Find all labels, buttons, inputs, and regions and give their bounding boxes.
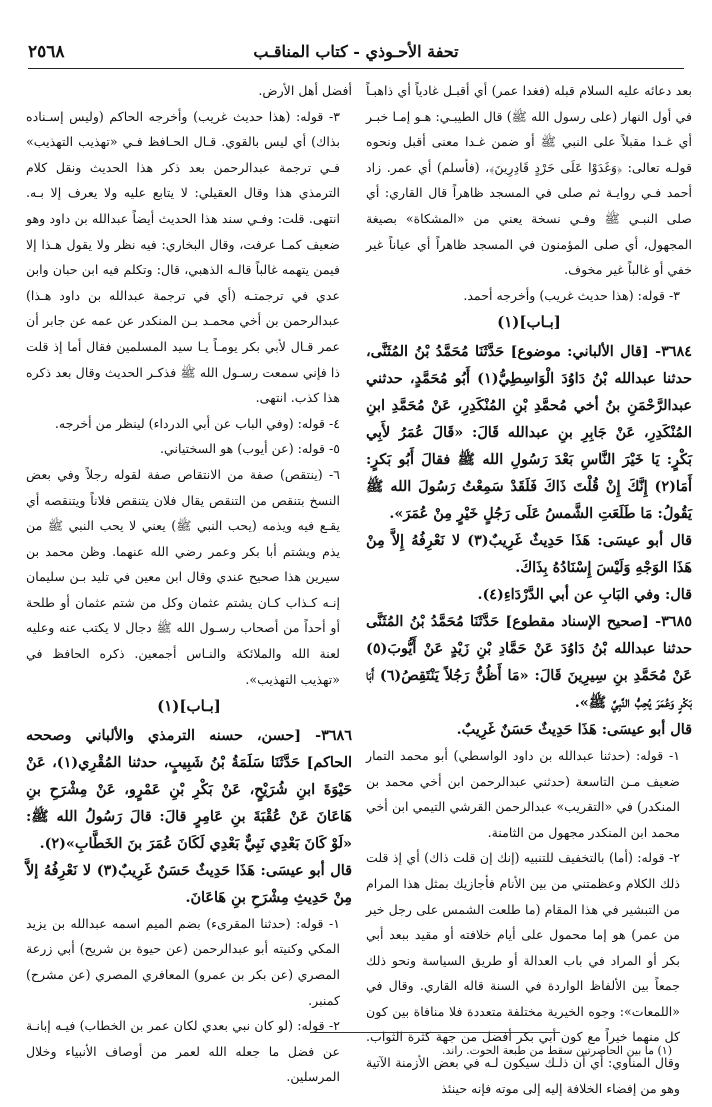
commentary-paragraph: ٦- (ينتقص) صفة من الانتقاص صفة لقوله رجلاً وفي بعض النسخ بتنقص من التنقص يقال فلان يتنقص فلاناً ويتنقصه أي يقـع فيه ويذمه (يحب النبي ﷺ) يعني لا يحب النبي ﷺ من يذم ويشتم أبا بكر وعمر رضي الله عنهما. وظن محمد بن سيرين هذا صحيح عندي وقال ابن معين في تليد بـن سليمان إنـه كـذاب كـان يشتم عثمان وكل من شتم عثمان أو طلحة أو أحداً من أصحاب رسـول الله ﷺ دجال لا يكتب عنه وعليه لعنة الله والملائكة والنـاس أجمعين. ذكره الحافظ في «تهذيب التهذيب». — [26, 466, 340, 687]
page-header — [28, 40, 684, 72]
commentary-paragraph: أفضل أهل الأرض. — [258, 83, 352, 98]
hadith-text: قال أبو عيسَى: هَذَا حَدِيثٌ غَرِيبٌ(٣) لا نَعْرِفُهُ إِلاَّ مِنْ هَذَا الوَجْهِ وَلَيْسَ إِسْنَادُهُ بِذَاكَ. — [366, 531, 692, 576]
left-column — [26, 78, 352, 1090]
header-rule — [28, 68, 684, 69]
hadith-text: قال أبو عيسَى: هَذَا حَدِيثٌ حَسَنٌ غَرِيبٌ. — [456, 720, 692, 738]
commentary-paragraph: ٣- قوله: (هذا حديث غريب) وأخرجه الحاكم (وليس إسـناده بذاك) أي ليس بالقوي. قـال الحـافظ فـي «تهذيب التهذيب» فـي ترجمة عبدالرحمن بعد ذكر هذا الحديث ونقل كلام الترمذي هذا وقال العقيلي: لا يتابع عليه ولا يعرف إلا بـه. انتهى. قلت: وفـي سند هذا الحديث أيضاً عبدالله بن داود وهو ضعيف كمـا عرفت، وقال البخاري: فيه نظر ولا يقول هـذا إلا فيمن يتهمه غالباً قالـه الذهبي، قال: وتكلم فيه ابن حبان وابن عدي في ترجمتـه (أي في ترجمة عبدالله بن داود هـذا) عبدالرحمن بن أخي محمـد بـن المنكدر عن عمه عن جابر أن عمر قـال لأبي بكر يومـاً يـا سيد المسلمين فقال أما إذ قلت ذا فإني سمعت رسـول الله ﷺ فذكـر الحديث وقال بعد ذكره هذا كذب. انتهى. — [26, 108, 340, 406]
commentary-paragraph: بعد دعائه عليه السلام قبله (فغدا عمر) أي أقبـل غادياً أي ذاهبـاً في أول النهار (على رسول الله ﷺ) قال الطيبـي: هـو إمـا خبـر أي غـدا مقبلاً على النبي ﷺ أو ضمن غـدا معنى أقبل ونحوه قولـه تعالى: ﴿وَغَدَوْا عَلَى حَرْدٍ قَادِرِينَ﴾، (فأسلم) أي عمر. زاد أحمد فـي روايـة ثم صلى في المسجد ظاهراً قال القاري: أي صلى النبـي ﷺ وفـي نسخة يعني من «المشكاة» بصيغة المجهول، أي صلى المؤمنون في المسجد ظاهراً أي عياناً غير خفي أو غالباً غير مخوف. — [366, 83, 692, 278]
hadith-text: ٣٦٨٤- [قال الألباني: موضوع] حَدَّثَنَا مُحَمَّدُ بْنُ المُثَنَّى، حدثنا عبدالله بْنُ دَاوُدَ الْوَاسِطِيُّ(١) أَبُو مُحَمَّدٍ، حدثني عبدالرَّحْمَنِ بنُ أخي مُحمَّدِ بْنِ المُنْكَدِرِ، عَنْ مُحَمَّدِ ابنِ المُنْكَدِرِ، عَنْ جَابِرِ بنِ عبدالله قَالَ: «قَالَ عُمَرُ لأَبِي بَكْرٍ: يَا خَيْرَ النَّاسِ بَعْدَ رَسُولِ الله ﷺ فقالَ أَبُو بَكرٍ: أَمَا(٢) إِنَّكَ إِنْ قُلْتَ ذَاكَ فَلَقَدْ سَمِعْتُ رَسُولَ الله ﷺ يَقُولُ: مَا طَلَعَتِ الشَّمسُ عَلَى رَجُلٍ خَيْرٍ مِنْ عُمَرَ». — [366, 342, 692, 522]
hadith-text: قال: وفي البَابِ عن أبي الدَّرْدَاءِ(٤). — [477, 585, 692, 603]
commentary-paragraph: ١- قوله: (حدثنا المقرىء) بضم الميم اسمه عبدالله بن يزيد المكي وكنيته أبو عبدالرحمن (عن حيوة بن شريح) أبي زرعة المصري (عن بكر بن عمرو) المعافري المصري (عن مشرح) كمنبر. — [26, 915, 340, 1008]
footnote-rule — [310, 1032, 560, 1033]
hadith-text: ٣٦٨٦- [حسن، حسنه الترمذي والألباني وصححه الحاكم] حَدَّثَنَا سَلَمَةُ بْنُ شَبِيبٍ، حدثنا المُقْرِي(١)، عَنْ حَيْوَةَ ابنِ شُرَيْحٍ، عَنْ بَكْرِ بْنِ عَمْرٍو، عَنْ مِشْرَحِ بنِ هَاعَانَ عَنْ عُقْبَةَ بنِ عَامِرٍ قالَ: قالَ رَسُولُ الله ﷺ: «لَوْ كَانَ بَعْدِي نَبِيٌّ بَعْدِي لَكَانَ عُمَرَ بنَ الخَطَّابِ»(٢). — [26, 726, 352, 852]
commentary-paragraph: ٤- قوله: (وفي الباب عن أبي الدرداء) لينظر من أخرجه. — [54, 415, 340, 431]
right-column — [366, 78, 692, 1101]
commentary-paragraph: ٢- قوله: (أما) بالتخفيف للتنبيه (إنك إن قلت ذاك) أي إذ قلت ذلك الكلام وعظمتني من بين الأنام فأجازيك بمثل هذا المرام من التبشير في هذا المقام (ما طلعت الشمس على رجل خير من عمر) هو إما محمول على أيام خلافته أو مقيد ببعد أبي بكر أو المراد في باب العدالة أو طريق السياسة ونحو ذلك جمعاً بين الألفاظ الواردة في السنة قاله القاري. وقال في «اللمعات»: وجوه الخيرية مختلفة متعددة فلا منافاة بين كون كل منهما خيراً مع كون أبي بكر أفضل من جهة كثرة الثواب. وقال المناوي: أي أن ذلـك سيكون لـه في بعض الأزمنة الآتية وهو من إفضاء الخلافة إليه إلى موته فإنه حينئذ — [366, 850, 680, 1096]
hadith-text: ٣٦٨٥- [صحيح الإسناد مقطوع] حَدَّثَنَا مُحَمَّدُ بْنُ المُثَنَّى حدثنا عبدالله بْنُ دَاوُدَ عَنْ حَمَّادِ بْنِ زَيْدٍ عَنْ أَيُّوبَ(٥) عَنْ مُحَمَّدِ بنِ سِيرِينَ قَالَ: «مَا أَظُنُّ رَجُلاً يَنْتَقِصُ(٦) أَبَا بَكْرٍ وَعُمَرَ يُحِبُّ النَّبِيَّ ﷺ». — [366, 612, 692, 711]
chapter-heading: [بـاب](١) — [497, 313, 561, 332]
footnote: (١) ما بين الحاصرتين سقط من طبعة الحوت. راند. — [441, 1044, 672, 1057]
commentary-paragraph: ٥- قوله: (عن أيوب) هو السختياني. — [160, 441, 340, 457]
commentary-paragraph: ١- قوله: (حدثنا عبدالله بن داود الواسطي) أبو محمد التمار ضعيف مـن التاسعة (حدثني عبدالرحمن ابن أخي محمد بن المنكدر) في «التقريب» عبدالرحمن القرشي التيمي ابن أخي محمد ابن المنكدر مجهول من الثامنة. — [366, 747, 680, 840]
running-title: تحفة الأحـوذي - كتاب المناقـب — [253, 42, 459, 61]
commentary-paragraph: ٣- قوله: (هذا حديث غريب) وأخرجه أحمد. — [463, 287, 680, 303]
chapter-heading: [بـاب](١) — [157, 697, 221, 716]
page-number: ٢٥٦٨ — [28, 42, 65, 62]
commentary-paragraph: ٢- قوله: (لو كان نبي بعدي لكان عمر بن الخطاب) فيـه إبانـة عن فضل ما جعله الله لعمر من أوصاف الأنبياء وخلال المرسلين. — [26, 1018, 340, 1085]
hadith-text: قال أبو عيسَى: هَذَا حَدِيثٌ حَسَنٌ غَرِيبٌ(٣) لا نَعْرِفُهُ إلاَّ مِنْ حَدِيثِ مِشْرَحِ بنِ هَاعَانَ. — [26, 861, 353, 906]
